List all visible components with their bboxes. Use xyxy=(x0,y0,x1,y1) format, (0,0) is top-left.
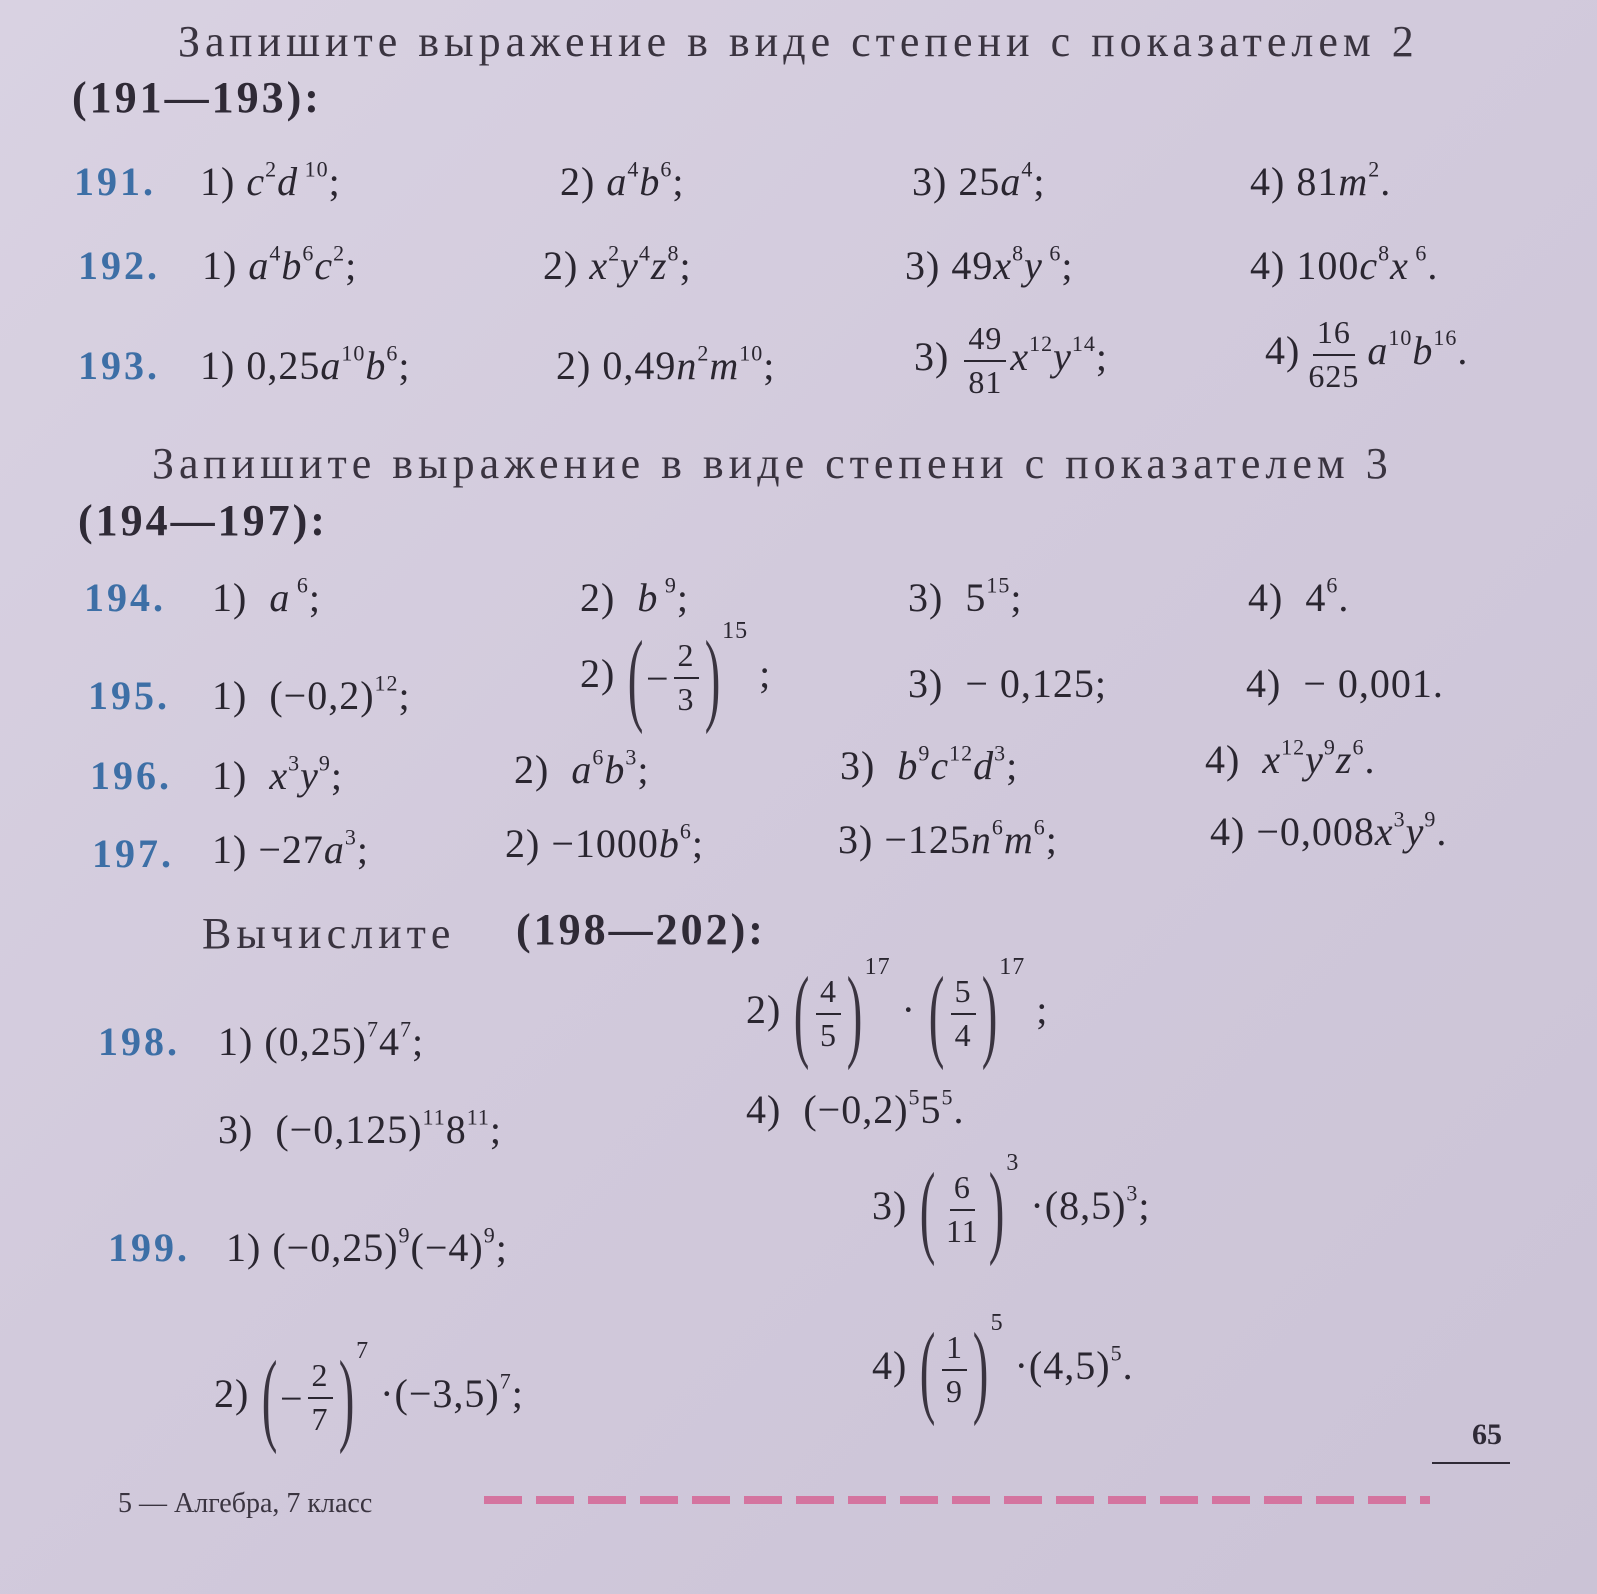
problem-195-item-1: 1) $(-0,2)^{12}$; xyxy=(212,670,411,718)
problem-192-item-2: 2) $x^2y^4z^8$; xyxy=(543,240,692,288)
section-heading-3: Вычислите xyxy=(202,909,456,958)
paren-4-5: ( $\frac{4}{5}$ ) xyxy=(794,956,863,1071)
problem-197-item-1: $1) -27a^3$; xyxy=(212,824,370,872)
problem-192-item-1: 1) $a^4b^6c^2$; xyxy=(202,240,358,288)
problem-193-item-2: 2) $0,49n^2m^{10}$; xyxy=(556,340,776,388)
section-range-2: (194—197): xyxy=(78,496,328,545)
section-range-1: (191—193): xyxy=(72,73,322,122)
problem-number-193: 193. xyxy=(78,343,160,388)
problem-number-195: 195. xyxy=(88,673,170,718)
problem-196-item-2: 2) $a^6b^3$; xyxy=(514,744,650,792)
footer-book-title: 5 — Алгебра, 7 класс xyxy=(118,1488,373,1519)
problem-194-item-4: 4) $4^6$. xyxy=(1248,572,1350,620)
problem-192-item-4: 4) $100c^8x$ $^6$. xyxy=(1250,240,1439,288)
problem-197-item-2: $2) -1000b^6$; xyxy=(505,818,705,866)
problem-number-197: 197. xyxy=(92,831,174,876)
problem-number-198: 198. xyxy=(98,1019,180,1064)
fraction-16-625: $\frac{16}{625}$ xyxy=(1308,314,1360,394)
problem-191-item-2: 2) $a^4b^6$; xyxy=(560,156,685,204)
problem-196-item-3: 3) $b^9c^{12}d^3$; xyxy=(840,740,1019,788)
paren-minus-2-3: ( − $\frac{2}{3}$ ) xyxy=(628,620,721,735)
problem-195-item-3: 3) − 0,125; xyxy=(908,661,1107,706)
problem-193-item-4: 4) $\frac{16}{625}$ $a^{10}b^{16}$. xyxy=(1265,314,1469,394)
problem-193-item-3: 3) $\frac{49}{81}$ $x^{12}y^{14}$; xyxy=(914,320,1108,400)
problem-199-item-2: 2) ( − $\frac{2}{7}$ ) $^7 \cdot(-3,5)^7$; xyxy=(214,1338,524,1455)
problem-198-item-3: 3) $(-0,125)^{11}8^{11}$; xyxy=(218,1104,503,1152)
problem-191-item-1: 1) $c^2d$ $^{10}$; xyxy=(200,156,341,204)
problem-194-item-2: 2) b $^9$; xyxy=(580,572,689,620)
problem-197-item-4: $4) -0,008x^3y^9$. xyxy=(1210,806,1448,854)
problem-193-item-1: 1) $0,25a^{10}b^6$; xyxy=(200,340,411,388)
problem-196-item-1: 1) $x^3y^9$; xyxy=(212,750,343,798)
paren-minus-2-7: ( − $\frac{2}{7}$ ) xyxy=(262,1340,355,1455)
fraction-49-81: $\frac{49}{81}$ xyxy=(964,322,1006,399)
page-number: 65 xyxy=(1472,1418,1502,1451)
section-heading-1: Запишите выражение в виде степени с показателем 2 xyxy=(178,17,1419,66)
problem-199-item-1: 1) $(-0,25)^9(-4)^9$; xyxy=(226,1222,508,1270)
problem-199-item-3: 3) ( $\frac{6}{11}$ ) $^3 \cdot(8,5)^3$; xyxy=(872,1150,1151,1267)
problem-191-item-3: 3) $25a^4$; xyxy=(912,156,1046,204)
problem-199-item-4: 4) ( $\frac{1}{9}$ ) $^5 \cdot(4,5)^5$. xyxy=(872,1310,1134,1427)
problem-195-item-2: 2) ( − $\frac{2}{3}$ ) $^{15}$ ; xyxy=(580,618,772,735)
problem-number-191: 191. xyxy=(74,159,156,204)
problem-198-item-4: 4) $(-0,2)^55^5$. xyxy=(746,1084,965,1132)
problem-197-item-3: $3) -125n^6m^6$; xyxy=(838,814,1058,862)
problem-194-item-1: 1) a $^6$; xyxy=(212,572,321,620)
paren-1-9: ( $\frac{1}{9}$ ) xyxy=(920,1312,989,1427)
paren-5-4: ( $\frac{5}{4}$ ) xyxy=(928,956,998,1071)
paren-6-11: ( $\frac{6}{11}$ ) xyxy=(920,1152,1005,1267)
problem-number-192: 192. xyxy=(78,243,160,288)
problem-number-194: 194. xyxy=(84,575,166,620)
problem-191-item-4: 4) $81m^2$. xyxy=(1250,156,1392,204)
problem-198-item-2: 2) ( $\frac{4}{5}$ ) $^{17}$ · ( $\frac{5}{4}$ ) $^{17}$ ; xyxy=(746,954,1049,1071)
footer-dashed-line xyxy=(484,1496,1430,1504)
problem-198-item-1: 1) $(0,25)^74^7$; xyxy=(218,1016,425,1064)
problem-196-item-4: 4) $x^{12}y^9z^6$. xyxy=(1205,734,1376,782)
page-number-rule xyxy=(1432,1462,1510,1464)
section-range-3: (198—202): xyxy=(516,905,766,954)
problem-number-196: 196. xyxy=(90,753,172,798)
section-heading-2: Запишите выражение в виде степени с показателем 3 xyxy=(152,439,1393,488)
problem-195-item-4: 4) − 0,001. xyxy=(1246,661,1444,706)
problem-194-item-3: 3) $5^{15}$; xyxy=(908,572,1023,620)
problem-192-item-3: 3) $49x^8y$ $^6$; xyxy=(905,240,1074,288)
problem-number-199: 199. xyxy=(108,1225,190,1270)
